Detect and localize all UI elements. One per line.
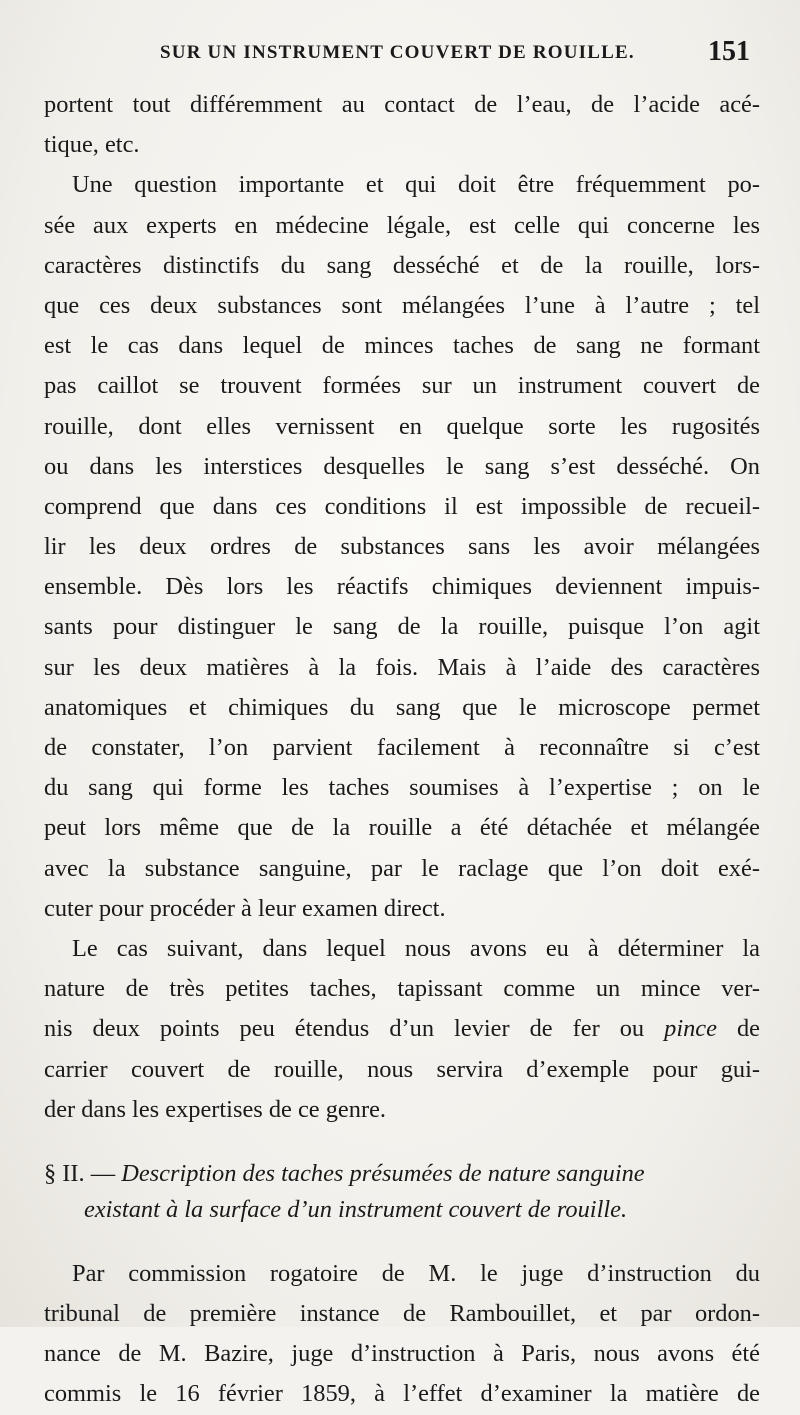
text-line: rouille, dont elles vernissent en quelque sorte les rugosités (44, 412, 760, 440)
text-line: sur les deux matières à la fois. Mais à l’aide des caractères (44, 653, 760, 681)
italic-word: pince (664, 1015, 717, 1043)
text-run: de (716, 1015, 760, 1043)
text-line: avec la substance sanguine, par le raclage que l’on doit exé- (44, 854, 760, 882)
section-heading-continued (44, 1192, 760, 1228)
text-line: carrier couvert de rouille, nous servira d’exemple pour gui- (44, 1055, 760, 1083)
body-text (44, 85, 760, 1415)
text-line: est le cas dans lequel de minces taches de sang ne formant (44, 332, 760, 360)
text-line: anatomiques et chimiques du sang que le microscope permet (44, 693, 760, 721)
text-line: de constater, l’on parvient facilement à reconnaître si c’est (44, 734, 760, 761)
section-title-line1: Description des taches présumées de nature sanguine (121, 1159, 645, 1187)
text-line: Par commission rogatoire de M. le juge d’instruction du (72, 1259, 760, 1287)
text-line: tique, etc. (44, 131, 140, 159)
text-line: lir les deux ordres de substances sans les avoir mélangées (44, 533, 760, 561)
text-line: que ces deux substances sont mélangées l’une à l’autre ; tel (44, 291, 760, 319)
text-line: sée aux experts en médecine légale, est celle qui concerne les (44, 211, 760, 239)
text-run: nis deux points peu étendus d’un levier de fer ou (44, 1015, 665, 1043)
text-line: sants pour distinguer le sang de la rouille, puisque l’on agit (44, 613, 760, 641)
page-number: 151 (708, 36, 750, 67)
text-line: pas caillot se trouvent formées sur un instrument couvert de (44, 372, 760, 400)
section-heading (44, 1156, 760, 1192)
section-symbol: § II. — (44, 1159, 116, 1187)
text-line: du sang qui forme les taches soumises à l’expertise ; on le (44, 774, 760, 802)
text-line: nature de très petites taches, tapissant comme un mince ver- (44, 975, 760, 1003)
text-line: Une question importante et qui doit être fréquemment po- (72, 171, 760, 199)
text-line: ensemble. Dès lors les réactifs chimiques deviennent impuis- (44, 573, 760, 601)
text-line: portent tout différemment au contact de l’eau, de l’acide acé- (44, 91, 760, 118)
page-header (110, 36, 750, 76)
text-line: der dans les expertises de ce genre. (44, 1095, 386, 1123)
section-title-line2: existant à la surface d’un instrument couvert de rouille. (84, 1195, 628, 1223)
text-line: caractères distinctifs du sang desséché et de la rouille, lors- (44, 251, 760, 279)
text-line: commis le 16 février 1859, à l’effet d’examiner la matière de (44, 1380, 760, 1408)
text-line: peut lors même que de la rouille a été détachée et mélangée (44, 814, 760, 842)
text-line: nance de M. Bazire, juge d’instruction à Paris, nous avons été (44, 1340, 760, 1368)
text-line: comprend que dans ces conditions il est impossible de recueil- (44, 492, 760, 520)
text-line (44, 1009, 760, 1049)
text-line: Le cas suivant, dans lequel nous avons eu à déterminer la (72, 934, 760, 962)
text-line: tribunal de première instance de Rambouillet, et par ordon- (44, 1300, 760, 1328)
text-line: ou dans les interstices desquelles le sang s’est desséché. On (44, 452, 760, 480)
text-line: cuter pour procéder à leur examen direct. (44, 894, 446, 922)
running-head: SUR UN INSTRUMENT COUVERT DE ROUILLE. (160, 42, 635, 63)
